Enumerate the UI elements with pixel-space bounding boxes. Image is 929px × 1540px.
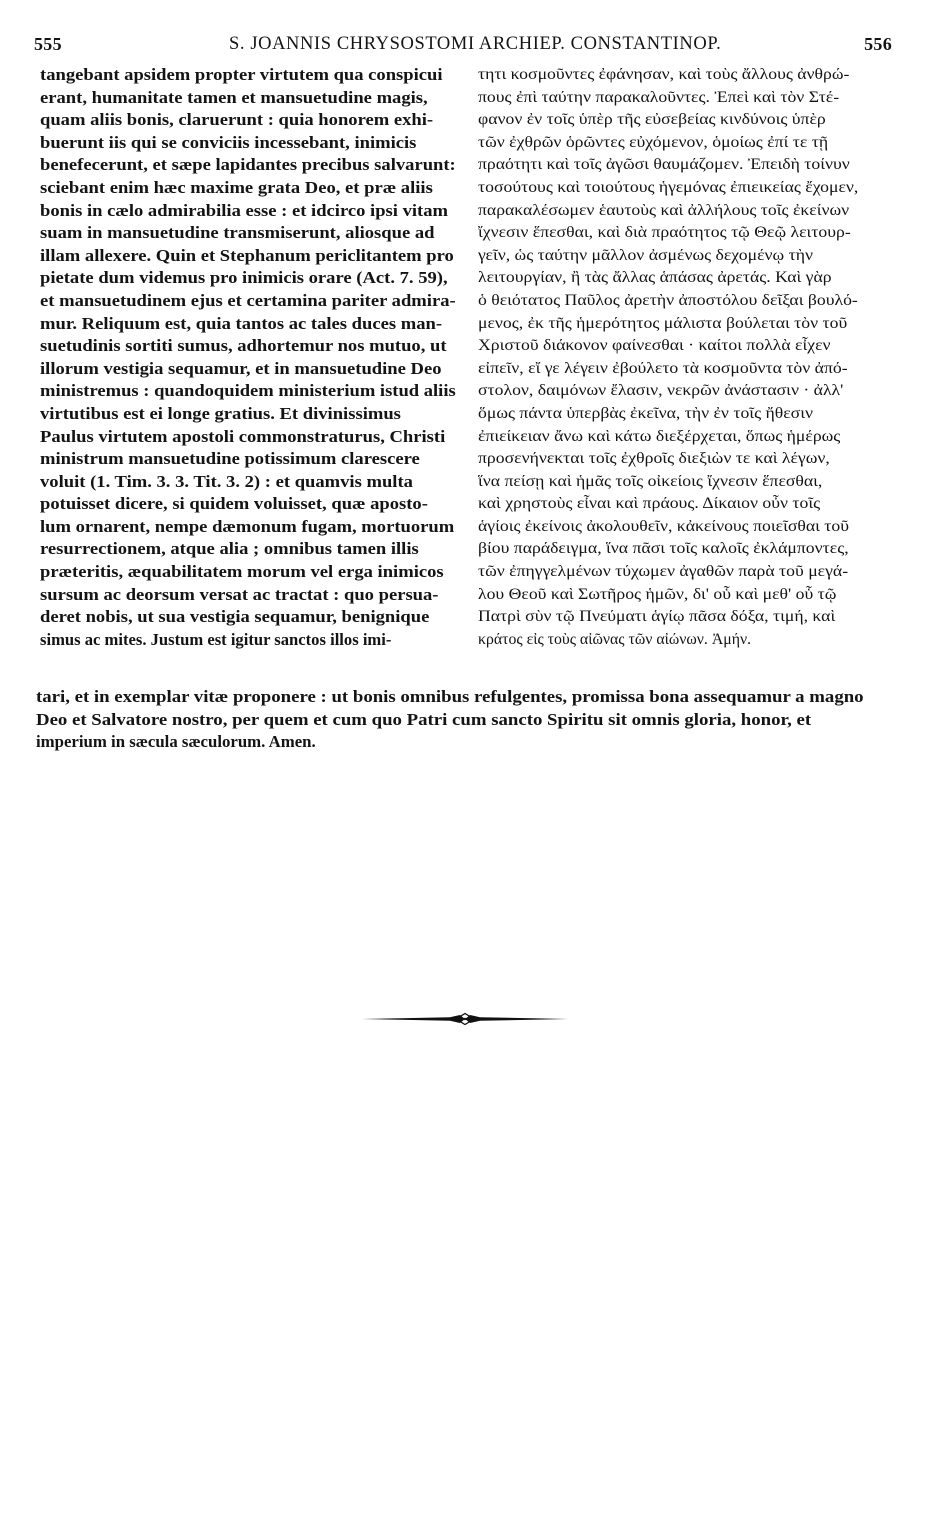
latin-text-line: ministrum mansuetudine potissimum clarescere xyxy=(40,449,420,469)
greek-text-line: κράτος εἰς τοὺς αἰῶνας τῶν αἰώνων. Ἀμήν. xyxy=(478,630,752,648)
latin-text-line: voluit (1. Tim. 3. 3. Tit. 3. 2) : et quamvis multa xyxy=(40,471,413,491)
greek-text-line: πους ἐπὶ ταύτην παρακαλοῦντες. Ἐπεὶ καὶ τὸν Στέ- xyxy=(478,88,840,106)
greek-text-line: ἵνα πείσῃ καὶ ἡμᾶς τοῖς οἰκείοις ἴχνεσιν ἕπεσθαι, xyxy=(478,472,823,490)
greek-text-line: παρακαλέσωμεν ἑαυτοὺς καὶ ἀλλήλους τοῖς ἐκείνων xyxy=(478,201,850,219)
greek-text-line: Χριστοῦ διάκονον φαίνεσθαι · καίτοι πολλὰ εἶχεν xyxy=(478,337,831,355)
latin-text-line: erant, humanitate tamen et mansuetudine magis, xyxy=(40,87,428,107)
latin-text-line: tangebant apsidem propter virtutem qua conspicui xyxy=(40,65,443,84)
latin-text-line: benefecerunt, et sæpe lapidantes precibus salvarunt: xyxy=(40,155,456,175)
greek-text-line: τῶν ἐπηγγελμένων τύχωμεν ἀγαθῶν παρὰ τοῦ μεγά- xyxy=(478,563,849,581)
latin-text-line: lum ornarent, nempe dæmonum fugam, mortuorum xyxy=(40,516,455,536)
greek-text-line: ἴχνεσιν ἕπεσθαι, καὶ διὰ πραότητος τῷ Θεῷ λειτουρ- xyxy=(478,224,851,242)
latin-text-line: mur. Reliquum est, quia tantos ac tales duces man- xyxy=(40,313,443,333)
greek-column xyxy=(478,64,892,651)
latin-text-line: buerunt iis qui se conviciis incessebant, inimicis xyxy=(40,132,417,152)
latin-column xyxy=(40,64,456,651)
greek-text-line: προσενήνεκται τοῖς ἐχθροῖς διεξιὼν τε καὶ λέγων, xyxy=(478,450,830,468)
latin-text-line: præteritis, æquabilitatem morum vel erga inimicos xyxy=(40,562,444,582)
latin-text-line: simus ac mites. Justum est igitur sanctos illos imi- xyxy=(40,629,392,649)
latin-text-line: sciebant enim hæc maxime grata Deo, et præ aliis xyxy=(40,177,433,197)
greek-text-line: ἁγίοις ἐκείνοις ἀκολουθεῖν, κἀκείνους ποιεῖσθαι τοῦ xyxy=(478,517,850,535)
latin-text-line: et mansuetudinem ejus et certamina pariter admira- xyxy=(40,290,456,310)
latin-text-line: suam in mansuetudine transmiserunt, aliosque ad xyxy=(40,223,435,243)
page-number-right: 556 xyxy=(864,34,892,54)
latin-text-line: illam allexere. Quin et Stephanum periclitantem pro xyxy=(40,245,454,265)
greek-text-line: γεῖν, ὡς ταύτην μᾶλλον ἀσμένως δεχομένῳ τὴν xyxy=(478,246,813,264)
latin-text-line: illorum vestigia sequamur, et in mansuetudine Deo xyxy=(40,358,442,378)
latin-text-line: Paulus virtutem apostoli commonstraturus, Christi xyxy=(40,426,446,446)
latin-text-line: pietate dum videmus pro inimicis orare (Act. 7. 59), xyxy=(40,268,448,288)
running-title: S. JOANNIS CHRYSOSTOMI ARCHIEP. CONSTANTINOP. xyxy=(229,34,722,54)
greek-text-line: τοσούτους καὶ τοιούτους ἡγεμόνας ἐπιεικείας ἔχομεν, xyxy=(478,178,859,196)
greek-text-line: τητι κοσμοῦντες ἐφάνησαν, καὶ τοὺς ἄλλους ἀνθρώ- xyxy=(478,66,850,83)
latin-text-line: resurrectionem, atque alia ; omnibus tamen illis xyxy=(40,539,419,559)
full-width-text-line: Deo et Salvatore nostro, per quem et cum quo Patri cum sancto Spiritu sit omnis gloria, honor, et xyxy=(36,709,812,729)
page-number-left: 555 xyxy=(34,34,62,54)
greek-text-line: Πατρὶ σὺν τῷ Πνεύματι ἁγίῳ πᾶσα δόξα, τιμή, καὶ xyxy=(478,608,836,626)
greek-text-line: ὁ θειότατος Παῦλος ἀρετὴν ἀποστόλου δεῖξαι βουλό- xyxy=(478,291,858,309)
greek-text-line: καὶ χρηστοὺς εἶναι καὶ πράους. Δίκαιον οὖν τοῖς xyxy=(478,495,821,513)
latin-text-line: deret nobis, ut sua vestigia sequamur, benignique xyxy=(40,607,430,627)
greek-text-line: λειτουργίαν, ἢ τὰς ἄλλας ἁπάσας ἀρετάς. Καὶ γὰρ xyxy=(478,269,832,287)
greek-text-line: μενος, ἐκ τῆς ἡμερότητος μάλιστα βούλεται τὸν τοῦ xyxy=(478,314,848,332)
greek-text-line: εἰπεῖν, εἴ γε λέγειν ἐβούλετο τὰ κοσμοῦντα τὸν ἀπό- xyxy=(478,359,848,377)
greek-text-line: βίου παράδειγμα, ἵνα πᾶσι τοῖς καλοῖς ἐκλάμποντες, xyxy=(478,540,849,558)
full-width-text-line: tari, et in exemplar vitæ proponere : ut bonis omnibus refulgentes, promissa bona assequamur a magno xyxy=(36,687,864,706)
running-header xyxy=(34,34,892,56)
greek-text-line: λου Θεοῦ καὶ Σωτῆρος ἡμῶν, δι' οὗ καὶ μεθ' οὗ τῷ xyxy=(478,585,837,603)
full-width-paragraph xyxy=(36,686,892,754)
full-width-text-line: imperium in sæcula sæculorum. Amen. xyxy=(36,732,316,752)
greek-text-line: πραότητι καὶ τοῖς ἀγῶσι θαυμάζομεν. Ἐπειδὴ τοίνυν xyxy=(478,156,850,174)
latin-text-line: sursum ac deorsum versat ac tractat : quo persua- xyxy=(40,584,439,604)
latin-text-line: virtutibus est ei longe gratius. Et divinissimus xyxy=(40,403,401,423)
greek-text-line: ἐπιείκειαν ἄνω καὶ κάτω διεξέρχεται, ὅπως ἡμέρως xyxy=(478,427,841,445)
greek-text-line: τῶν ἐχθρῶν ὁρῶντες εὐχόμενον, ὁμοίως ἐπί τε τῇ xyxy=(478,133,829,151)
greek-text-line: ὅμως πάντα ὑπερβὰς ἐκεῖνα, τὴν ἐν τοῖς ἤθεσιν xyxy=(478,404,813,422)
latin-text-line: ministremus : quandoquidem ministerium istud aliis xyxy=(40,381,456,401)
latin-text-line: bonis in cælo admirabilia esse : et idcirco ipsi vitam xyxy=(40,200,449,220)
latin-text-line: quam aliis bonis, claruerunt : quia honorem exhi- xyxy=(40,110,434,130)
greek-text-line: φανον ἐν τοῖς ὑπὲρ τῆς εὐσεβείας κινδύνοις ὑπὲρ xyxy=(478,111,826,129)
greek-text-line: στολον, δαιμόνων ἔλασιν, νεκρῶν ἀνάστασιν · ἀλλ' xyxy=(478,382,844,400)
latin-text-line: suetudinis sortiti sumus, adhortemur nos mutuo, ut xyxy=(40,336,447,356)
end-ornament-icon xyxy=(360,1012,570,1026)
latin-text-line: potuisset dicere, si quidem voluisset, quæ aposto- xyxy=(40,494,428,514)
